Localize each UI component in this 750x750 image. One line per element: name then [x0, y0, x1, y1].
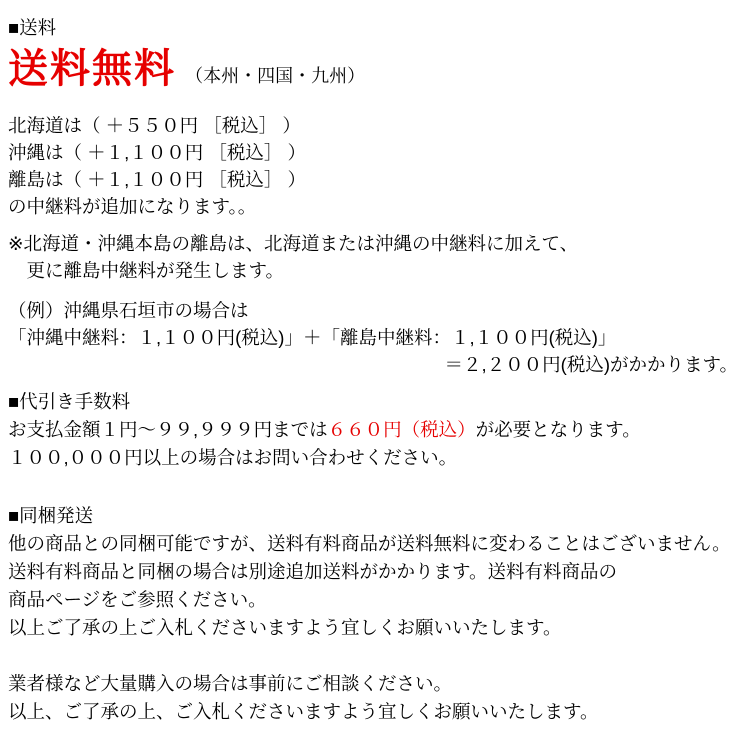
bundled-shipping-line1: 他の商品との同梱可能ですが、送料有料商品が送料無料に変わることはございません。 — [8, 533, 731, 554]
surcharge-line-hokkaido: 北海道は（ ＋５５０円 ［税込］ ） — [8, 115, 301, 136]
surcharge-line-remote-island: 離島は（ ＋１,１００円 ［税込］ ） — [8, 169, 307, 190]
cod-fee-section-title: ■代引き手数料 — [8, 391, 131, 412]
surcharge-block — [8, 112, 738, 220]
bundled-shipping-line4: 以上ご了承の上ご入札くださいますよう宜しくお願いいたします。 — [8, 617, 562, 638]
cod-fee-line2: １００,０００円以上の場合はお問い合わせください。 — [8, 447, 458, 468]
example-line1: （例）沖縄県石垣市の場合は — [8, 300, 249, 321]
footer-notes — [8, 670, 738, 726]
example-total-line: ＝２,２００円(税込)がかかります。 — [444, 354, 738, 375]
example-line2: 「沖縄中継料：１,１００円(税込)」＋「離島中継料：１,１００円(税込)」 — [8, 327, 617, 348]
cod-fee-line1-before: お支払金額１円〜９９,９９９円までは — [8, 419, 328, 440]
cod-fee-line1 — [8, 416, 738, 444]
bundled-shipping-section — [8, 502, 738, 642]
surcharge-line-suffix: の中継料が追加になります。。 — [8, 196, 257, 217]
remote-island-note-line2: 更に離島中継料が発生します。 — [8, 260, 285, 281]
free-shipping-line — [8, 45, 738, 100]
closing-note: 以上、ご了承の上、ご入札くださいますよう宜しくお願いいたします。 — [8, 701, 599, 722]
free-shipping-regions: （本州・四国・九州） — [185, 66, 366, 86]
remote-island-note-line1: ※北海道・沖縄本島の離島は、北海道または沖縄の中継料に加えて、 — [8, 233, 579, 254]
bundled-shipping-line2: 送料有料商品と同梱の場合は別途追加送料がかかります。送料有料商品の — [8, 561, 618, 582]
cod-fee-amount: ６６０円（税込） — [327, 419, 476, 440]
cod-fee-section — [8, 388, 738, 472]
bundled-shipping-line3: 商品ページをご参照ください。 — [8, 589, 267, 610]
shipping-section-title: ■送料 — [8, 17, 57, 38]
surcharge-example — [8, 297, 738, 378]
bundled-shipping-section-title: ■同梱発送 — [8, 505, 94, 526]
surcharge-line-okinawa: 沖縄は（ ＋１,１００円 ［税込］ ） — [8, 142, 307, 163]
bulk-purchase-note: 業者様など大量購入の場合は事前にご相談ください。 — [8, 673, 453, 694]
free-shipping-label: 送料無料 — [8, 47, 176, 91]
cod-fee-line1-after: が必要となります。 — [475, 419, 641, 440]
remote-island-note — [8, 230, 738, 284]
